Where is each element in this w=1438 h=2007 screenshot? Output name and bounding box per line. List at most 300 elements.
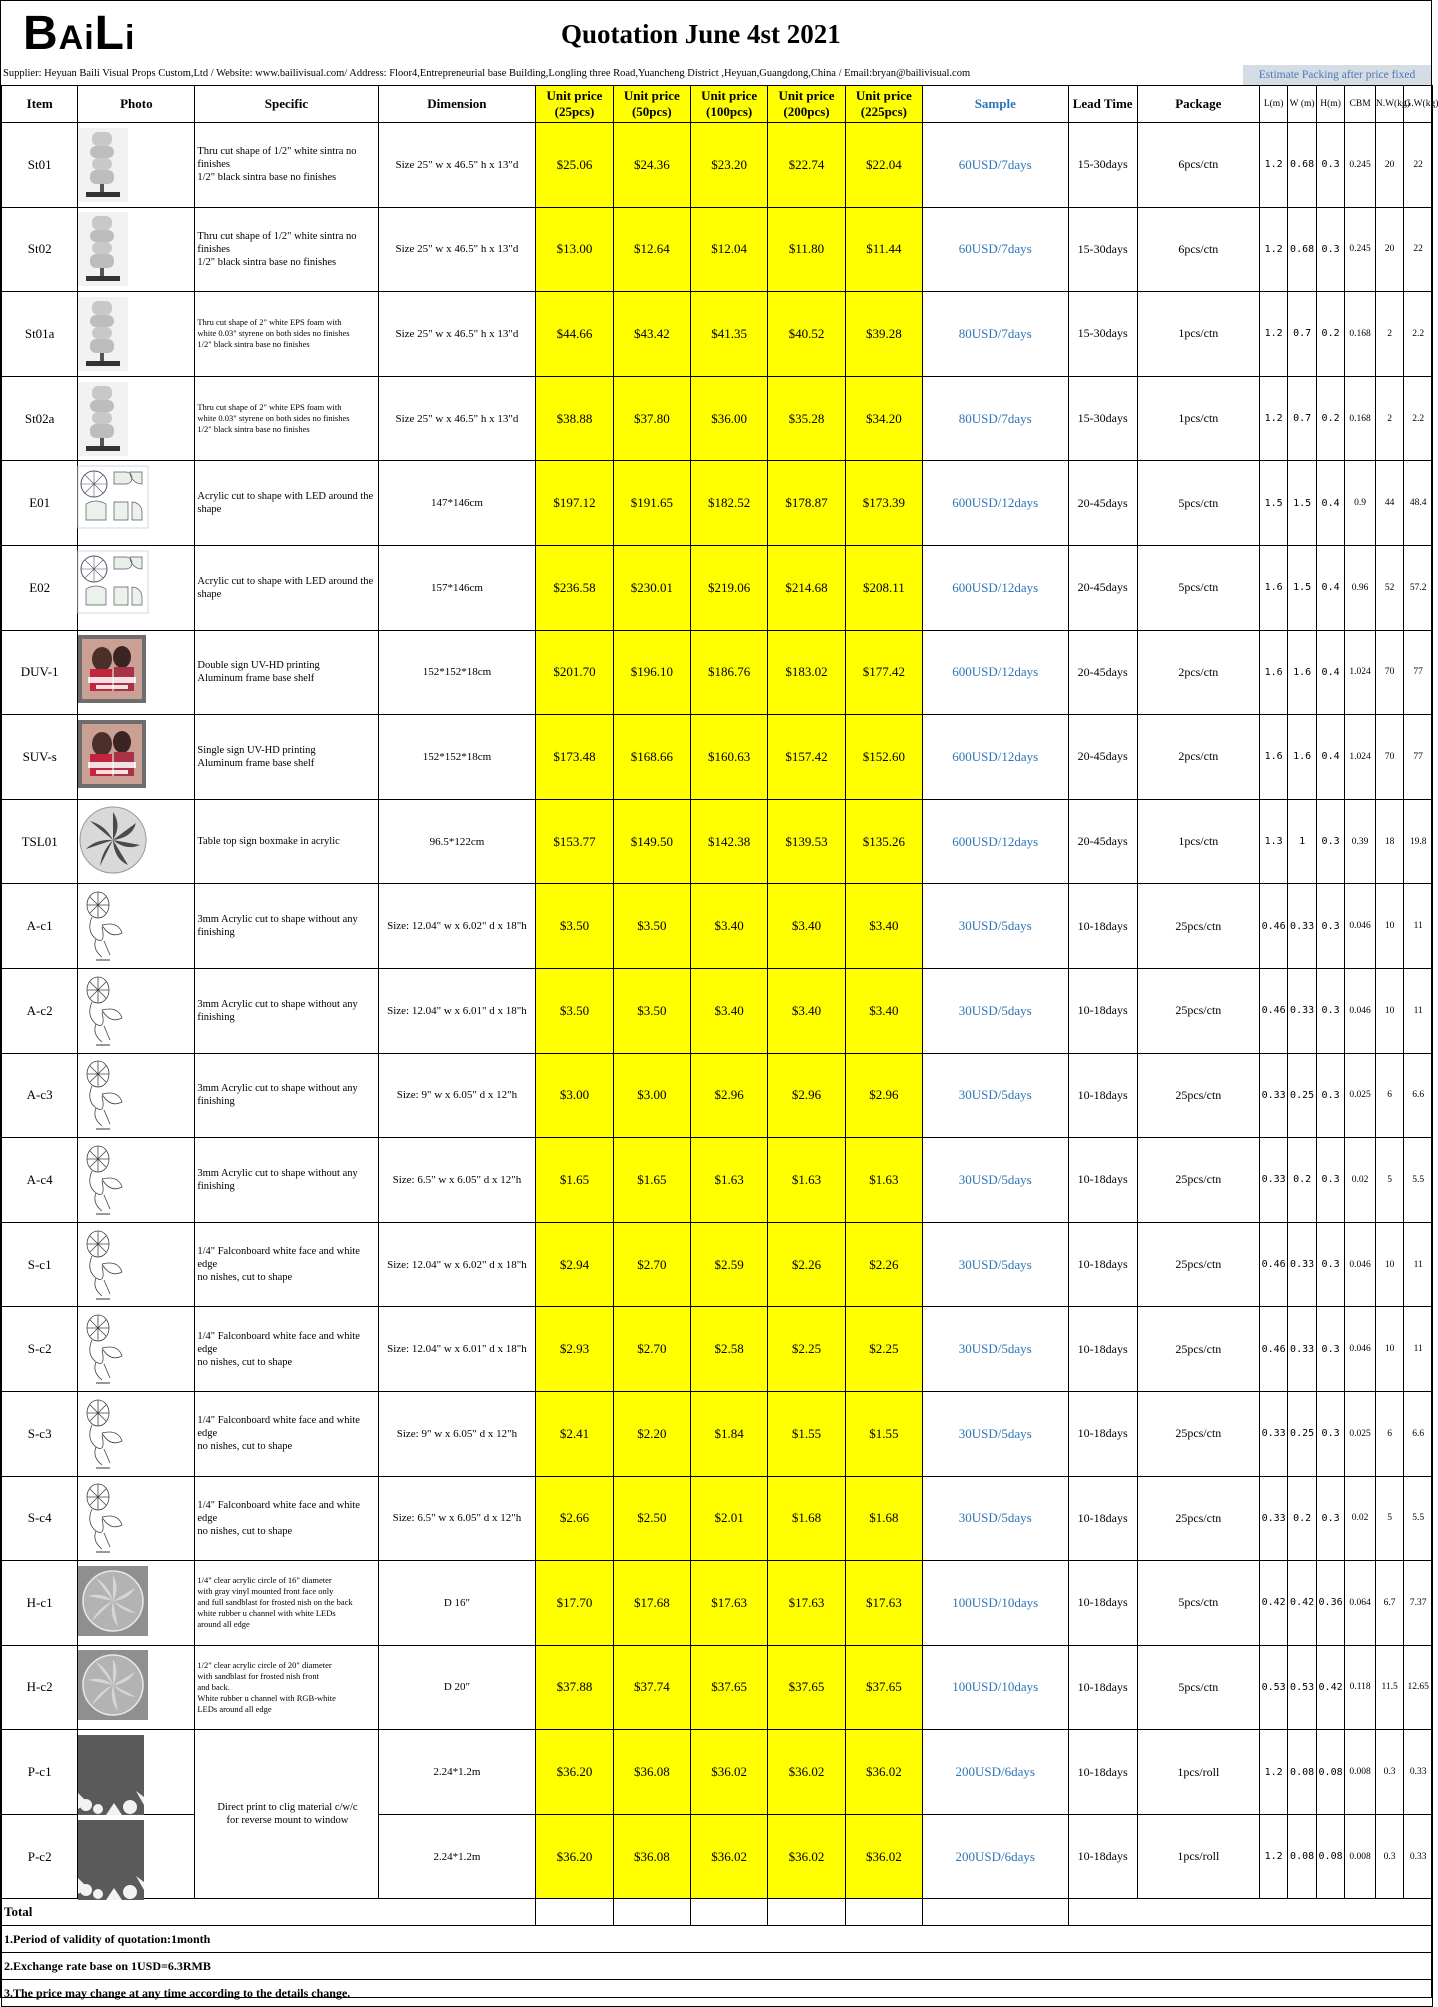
unit-price: $1.63 [690,1138,767,1223]
col-cbm: CBM [1345,86,1376,123]
sample-cost: 30USD/5days [923,1222,1069,1307]
table-row [2,461,1433,546]
package: 5pcs/ctn [1137,461,1259,546]
flower-sketch-icon [78,1397,194,1471]
header-row [2,86,1433,123]
flower-sketch-icon [78,889,194,963]
item-dimension: 96.5*122cm [378,799,536,884]
gross-weight: 48.4 [1404,461,1433,546]
gross-weight: 77 [1404,630,1433,715]
item-dimension: Size: 12.04" w x 6.02" d x 18"h [378,884,536,969]
item-dimension: 147*146cm [378,461,536,546]
unit-price: $36.08 [613,1730,690,1815]
total-cell [768,1899,845,1926]
lead-time: 20-45days [1068,630,1137,715]
gross-weight: 22 [1404,207,1433,292]
unit-price: $24.36 [613,123,690,208]
unit-price: $1.84 [690,1391,767,1476]
gross-weight: 12.65 [1404,1645,1433,1730]
sample-cost: 600USD/12days [923,630,1069,715]
lead-time: 10-18days [1068,1645,1137,1730]
item-photo [78,884,195,969]
unit-price: $2.41 [536,1391,613,1476]
item-photo [78,1561,195,1646]
package: 1pcs/roll [1137,1730,1259,1815]
package: 1pcs/ctn [1137,376,1259,461]
drawing-icon [78,551,194,625]
col-gross-weight: G.W(kg) [1404,86,1433,123]
unit-price: $149.50 [613,799,690,884]
pack-height: 0.4 [1316,545,1344,630]
gross-weight: 0.33 [1404,1814,1433,1899]
unit-price: $3.40 [690,884,767,969]
net-weight: 0.3 [1375,1730,1403,1815]
sign-icon [78,382,194,456]
item-code: H-c1 [2,1561,78,1646]
unit-price: $40.52 [768,292,845,377]
pack-width: 0.33 [1288,1307,1316,1392]
item-dimension: 152*152*18cm [378,715,536,800]
package: 5pcs/ctn [1137,1645,1259,1730]
unit-price: $1.65 [613,1138,690,1223]
sample-cost: 30USD/5days [923,1307,1069,1392]
pack-cbm: 0.064 [1345,1561,1376,1646]
item-photo [78,461,195,546]
item-dimension: Size: 12.04" w x 6.01" d x 18"h [378,968,536,1053]
item-photo [78,1307,195,1392]
table-row [2,545,1433,630]
sample-cost: 600USD/12days [923,715,1069,800]
item-code: A-c1 [2,884,78,969]
unit-price: $36.20 [536,1814,613,1899]
unit-price: $17.63 [768,1561,845,1646]
table-row [2,968,1433,1053]
package: 25pcs/ctn [1137,1307,1259,1392]
pack-cbm: 0.168 [1345,376,1376,461]
package: 25pcs/ctn [1137,968,1259,1053]
pack-cbm: 0.96 [1345,545,1376,630]
sample-cost: 30USD/5days [923,1476,1069,1561]
pack-length: 0.33 [1259,1391,1287,1476]
total-cell [536,1899,613,1926]
item-spec: Acrylic cut to shape with LED around the shape [195,461,378,546]
item-dimension: D 20" [378,1645,536,1730]
lead-time: 20-45days [1068,461,1137,546]
item-spec: 3mm Acrylic cut to shape without any finishing [195,884,378,969]
lead-time: 10-18days [1068,1730,1137,1815]
sample-cost: 30USD/5days [923,968,1069,1053]
net-weight: 44 [1375,461,1403,546]
item-spec: 1/2" clear acrylic circle of 20" diameter with sandblast for frosted nish front and back. White rubber u channel with RGB-white LEDs around all edge [195,1645,378,1730]
unit-price: $17.70 [536,1561,613,1646]
unit-price: $2.25 [768,1307,845,1392]
item-photo [78,1476,195,1561]
pack-cbm: 0.9 [1345,461,1376,546]
pack-width: 0.7 [1288,292,1316,377]
unit-price: $1.68 [845,1476,922,1561]
page-title: Quotation June 4st 2021 [561,19,841,49]
lead-time: 20-45days [1068,799,1137,884]
net-weight: 70 [1375,630,1403,715]
gross-weight: 6.6 [1404,1053,1433,1138]
pack-cbm: 0.02 [1345,1476,1376,1561]
unit-price: $36.02 [768,1730,845,1815]
pack-cbm: 0.046 [1345,1222,1376,1307]
table-row [2,715,1433,800]
col-item: Item [2,86,78,123]
note-validity: 1.Period of validity of quotation:1month [2,1926,1433,1953]
unit-price: $41.35 [690,292,767,377]
pack-height: 0.3 [1316,207,1344,292]
item-spec: Thru cut shape of 1/2" white sintra no finishes 1/2" black sintra base no finishes [195,123,378,208]
table-row [2,1730,1433,1815]
unit-price: $2.70 [613,1307,690,1392]
table-row [2,884,1433,969]
package: 2pcs/ctn [1137,715,1259,800]
net-weight: 6.7 [1375,1561,1403,1646]
pack-length: 1.2 [1259,1814,1287,1899]
unit-price: $11.80 [768,207,845,292]
window-cling-icon [78,1735,194,1809]
unit-price: $139.53 [768,799,845,884]
net-weight: 5 [1375,1476,1403,1561]
pack-height: 0.3 [1316,1391,1344,1476]
package: 5pcs/ctn [1137,545,1259,630]
item-photo [78,545,195,630]
col-price-225: Unit price (225pcs) [845,86,922,123]
item-code: TSL01 [2,799,78,884]
supplier-info: Supplier: Heyuan Baili Visual Props Custom,Ltd / Website: www.bailivisual.com/ Address: Floor4,Entrepreneurial base Building,Longling three Road,Yuancheng District ,Heyuan,Guangdong,China / Email:bryan@bailivisual.com [3,68,971,79]
item-code: S-c1 [2,1222,78,1307]
unit-price: $183.02 [768,630,845,715]
item-dimension: Size: 12.04" w x 6.02" d x 18"h [378,1222,536,1307]
pack-height: 0.42 [1316,1645,1344,1730]
flower-sketch-icon [78,1312,194,1386]
pack-length: 1.2 [1259,292,1287,377]
pack-length: 0.46 [1259,1222,1287,1307]
lead-time: 15-30days [1068,376,1137,461]
unit-price: $3.50 [613,884,690,969]
item-photo [78,1053,195,1138]
item-dimension: Size: 9" w x 6.05" d x 12"h [378,1053,536,1138]
sample-cost: 100USD/10days [923,1561,1069,1646]
pack-length: 0.33 [1259,1053,1287,1138]
gross-weight: 11 [1404,884,1433,969]
pack-length: 0.46 [1259,884,1287,969]
unit-price: $37.65 [845,1645,922,1730]
package: 25pcs/ctn [1137,1222,1259,1307]
net-weight: 52 [1375,545,1403,630]
package: 6pcs/ctn [1137,123,1259,208]
col-photo: Photo [78,86,195,123]
unit-price: $1.63 [845,1138,922,1223]
unit-price: $17.63 [845,1561,922,1646]
pack-height: 0.2 [1316,376,1344,461]
item-spec: 1/4" Falconboard white face and white edge no nishes, cut to shape [195,1391,378,1476]
unit-price: $11.44 [845,207,922,292]
sample-cost: 200USD/6days [923,1814,1069,1899]
pack-cbm: 1.024 [1345,715,1376,800]
unit-price: $2.01 [690,1476,767,1561]
unit-price: $36.02 [690,1814,767,1899]
unit-price: $135.26 [845,799,922,884]
sample-cost: 30USD/5days [923,1391,1069,1476]
lead-time: 15-30days [1068,292,1137,377]
unit-price: $23.20 [690,123,767,208]
sample-cost: 100USD/10days [923,1645,1069,1730]
gross-weight: 22 [1404,123,1433,208]
unit-price: $36.00 [690,376,767,461]
net-weight: 10 [1375,968,1403,1053]
pack-width: 0.42 [1288,1561,1316,1646]
table-row [2,1307,1433,1392]
package: 1pcs/ctn [1137,292,1259,377]
unit-price: $12.64 [613,207,690,292]
gross-weight: 2.2 [1404,376,1433,461]
note-row [2,1953,1433,1980]
package: 25pcs/ctn [1137,1053,1259,1138]
unit-price: $160.63 [690,715,767,800]
unit-price: $3.40 [845,968,922,1053]
pack-width: 0.2 [1288,1476,1316,1561]
pack-height: 0.3 [1316,1138,1344,1223]
item-code: St01a [2,292,78,377]
pack-cbm: 0.168 [1345,292,1376,377]
col-price-200: Unit price (200pcs) [768,86,845,123]
unit-price: $2.26 [768,1222,845,1307]
pack-width: 1.5 [1288,545,1316,630]
table-row [2,1222,1433,1307]
item-photo [78,292,195,377]
pack-width: 0.08 [1288,1730,1316,1815]
pack-width: 0.68 [1288,207,1316,292]
unit-price: $22.04 [845,123,922,208]
lead-time: 10-18days [1068,1138,1137,1223]
unit-price: $196.10 [613,630,690,715]
net-weight: 10 [1375,1222,1403,1307]
sample-cost: 30USD/5days [923,1138,1069,1223]
unit-price: $37.74 [613,1645,690,1730]
pack-cbm: 0.02 [1345,1138,1376,1223]
sign-icon [78,128,194,202]
unit-price: $3.40 [768,968,845,1053]
gross-weight: 6.6 [1404,1391,1433,1476]
item-spec: Double sign UV-HD printing Aluminum frame base shelf [195,630,378,715]
unit-price: $38.88 [536,376,613,461]
pack-width: 0.7 [1288,376,1316,461]
unit-price: $1.68 [768,1476,845,1561]
net-weight: 10 [1375,1307,1403,1392]
col-width: W (m) [1288,86,1316,123]
unit-price: $43.42 [613,292,690,377]
pack-height: 0.3 [1316,123,1344,208]
pinwheel-icon [78,805,194,879]
unit-price: $2.20 [613,1391,690,1476]
flower-sketch-icon [78,1058,194,1132]
unit-price: $2.59 [690,1222,767,1307]
pack-cbm: 0.046 [1345,1307,1376,1392]
gross-weight: 11 [1404,1307,1433,1392]
unit-price: $3.40 [690,968,767,1053]
table-row [2,1561,1433,1646]
note-row [2,1980,1433,2007]
item-dimension: 2.24*1.2m [378,1814,536,1899]
pack-length: 0.46 [1259,968,1287,1053]
pack-height: 0.2 [1316,292,1344,377]
unit-price: $36.02 [845,1730,922,1815]
pack-width: 0.33 [1288,968,1316,1053]
gross-weight: 5.5 [1404,1138,1433,1223]
net-weight: 2 [1375,376,1403,461]
unit-price: $173.48 [536,715,613,800]
table-row [2,630,1433,715]
pack-width: 0.25 [1288,1391,1316,1476]
note-row [2,1926,1433,1953]
unit-price: $13.00 [536,207,613,292]
pack-height: 0.3 [1316,1307,1344,1392]
item-code: A-c4 [2,1138,78,1223]
pack-height: 0.08 [1316,1730,1344,1815]
sample-cost: 200USD/6days [923,1730,1069,1815]
unit-price: $2.70 [613,1222,690,1307]
item-photo [78,715,195,800]
unit-price: $17.63 [690,1561,767,1646]
col-package: Package [1137,86,1259,123]
package: 1pcs/roll [1137,1814,1259,1899]
pack-height: 0.3 [1316,1476,1344,1561]
unit-price: $2.50 [613,1476,690,1561]
lead-time: 20-45days [1068,545,1137,630]
item-dimension: Size: 9" w x 6.05" d x 12"h [378,1391,536,1476]
item-photo [78,1645,195,1730]
frosted-circle-icon [78,1650,194,1724]
lead-time: 10-18days [1068,1391,1137,1476]
item-dimension: D 16" [378,1561,536,1646]
unit-price: $2.96 [768,1053,845,1138]
item-spec: Direct print to clig material c/w/c for reverse mount to window [195,1730,378,1899]
item-photo [78,1730,195,1815]
item-dimension: Size: 12.04" w x 6.01" d x 18"h [378,1307,536,1392]
item-spec: 3mm Acrylic cut to shape without any finishing [195,1053,378,1138]
item-spec: Table top sign boxmake in acrylic [195,799,378,884]
pack-width: 0.53 [1288,1645,1316,1730]
sample-cost: 80USD/7days [923,376,1069,461]
lead-time: 10-18days [1068,1561,1137,1646]
total-cell [845,1899,922,1926]
net-weight: 20 [1375,207,1403,292]
pack-cbm: 0.008 [1345,1814,1376,1899]
total-label: Total [2,1899,536,1926]
unit-price: $186.76 [690,630,767,715]
item-code: A-c3 [2,1053,78,1138]
pack-width: 0.25 [1288,1053,1316,1138]
table-row [2,207,1433,292]
item-code: H-c2 [2,1645,78,1730]
lead-time: 20-45days [1068,715,1137,800]
total-row [2,1899,1433,1926]
table-row [2,376,1433,461]
flower-sketch-icon [78,1481,194,1555]
item-code: S-c3 [2,1391,78,1476]
col-price-100: Unit price (100pcs) [690,86,767,123]
pack-length: 1.6 [1259,715,1287,800]
pack-height: 0.4 [1316,630,1344,715]
pack-height: 0.4 [1316,461,1344,546]
package: 25pcs/ctn [1137,884,1259,969]
item-code: S-c2 [2,1307,78,1392]
pack-length: 0.42 [1259,1561,1287,1646]
pack-height: 0.3 [1316,799,1344,884]
unit-price: $2.96 [690,1053,767,1138]
company-logo [23,5,135,67]
pack-width: 0.33 [1288,1222,1316,1307]
pack-height: 0.4 [1316,715,1344,800]
quotation-table [1,85,1438,2007]
unit-price: $208.11 [845,545,922,630]
col-length: L(m) [1259,86,1287,123]
total-cell [1068,1899,1432,1926]
unit-price: $219.06 [690,545,767,630]
net-weight: 6 [1375,1053,1403,1138]
pack-length: 1.2 [1259,123,1287,208]
lead-time: 10-18days [1068,1814,1137,1899]
item-photo [78,799,195,884]
pack-cbm: 0.39 [1345,799,1376,884]
gross-weight: 19.8 [1404,799,1433,884]
unit-price: $3.50 [613,968,690,1053]
lead-time: 10-18days [1068,1307,1137,1392]
net-weight: 0.3 [1375,1814,1403,1899]
table-row [2,1476,1433,1561]
table-row [2,1053,1433,1138]
pack-cbm: 0.025 [1345,1053,1376,1138]
item-photo [78,630,195,715]
unit-price: $1.63 [768,1138,845,1223]
unit-price: $3.00 [536,1053,613,1138]
col-net-weight: N.W(kg) [1375,86,1403,123]
sample-cost: 60USD/7days [923,207,1069,292]
unit-price: $37.65 [768,1645,845,1730]
item-spec: 3mm Acrylic cut to shape without any finishing [195,1138,378,1223]
pack-length: 1.3 [1259,799,1287,884]
lead-time: 15-30days [1068,123,1137,208]
unit-price: $177.42 [845,630,922,715]
pack-length: 1.2 [1259,1730,1287,1815]
pack-cbm: 1.024 [1345,630,1376,715]
unit-price: $2.93 [536,1307,613,1392]
col-sample: Sample [923,86,1069,123]
unit-price: $1.55 [768,1391,845,1476]
item-dimension: Size: 6.5" w x 6.05" d x 12"h [378,1476,536,1561]
unit-price: $2.25 [845,1307,922,1392]
item-code: P-c2 [2,1814,78,1899]
item-photo [78,1814,195,1899]
item-dimension: Size 25" w x 46.5" h x 13"d [378,292,536,377]
lead-time: 10-18days [1068,1222,1137,1307]
pack-length: 1.6 [1259,545,1287,630]
pack-width: 1.5 [1288,461,1316,546]
sign-icon [78,212,194,286]
sample-cost: 30USD/5days [923,884,1069,969]
pack-width: 0.68 [1288,123,1316,208]
pack-height: 0.3 [1316,968,1344,1053]
unit-price: $12.04 [690,207,767,292]
pack-length: 1.2 [1259,207,1287,292]
item-dimension: Size 25" w x 46.5" h x 13"d [378,123,536,208]
item-spec: Thru cut shape of 1/2" white sintra no finishes 1/2" black sintra base no finishes [195,207,378,292]
pack-width: 1.6 [1288,630,1316,715]
item-dimension: Size 25" w x 46.5" h x 13"d [378,207,536,292]
